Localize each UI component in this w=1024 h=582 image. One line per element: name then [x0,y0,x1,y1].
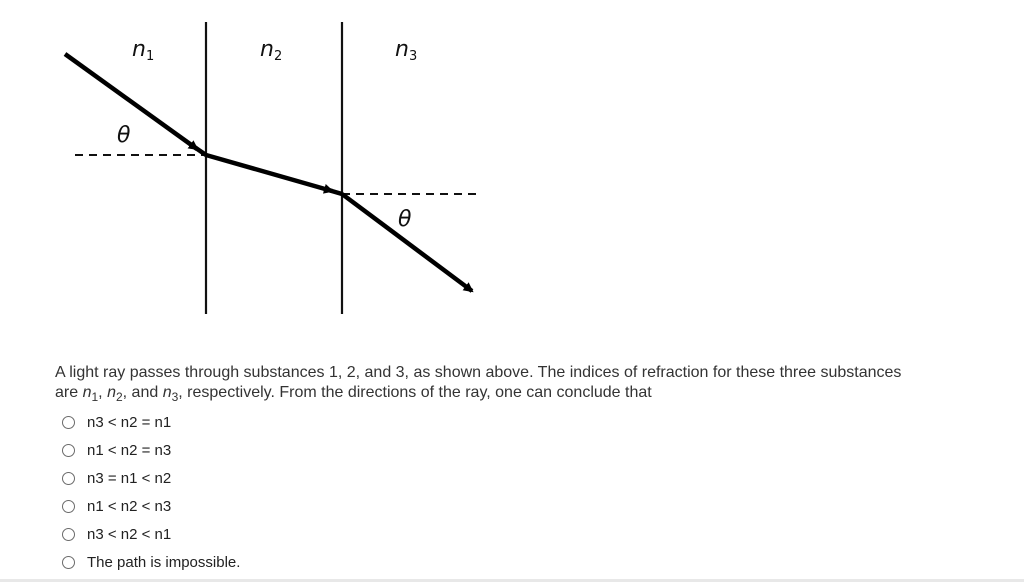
option-label: n3 < n2 = n1 [87,413,172,431]
option-4[interactable] [62,492,240,520]
question-line-2-post: , respectively. From the directions of the ray, one can conclude that [178,384,652,401]
radio-button[interactable] [62,444,75,457]
radio-button[interactable] [62,472,75,485]
option-label: n1 < n2 < n3 [87,497,172,515]
ray-middle [206,155,332,191]
radio-button[interactable] [62,556,75,569]
var-n2: $n_2$ [107,384,123,405]
ray-incident-tail [190,144,206,155]
option-2[interactable] [62,436,240,464]
question-line-2-pre: are [55,384,83,401]
question-line-2 [55,383,995,407]
label-n3: n3 [395,37,418,64]
ray-middle-tail [325,189,342,194]
option-label: n1 < n2 = n3 [87,441,172,459]
question-line-1: A light ray passes through substances 1, 2, and 3, as shown above. The indices of refraction for these three substances [55,364,902,381]
radio-button[interactable] [62,528,75,541]
radio-button[interactable] [62,500,75,513]
answer-options [62,408,240,576]
sep-1: , [98,384,108,401]
option-6[interactable] [62,548,240,576]
option-1[interactable] [62,408,240,436]
label-n1: n1 [132,37,155,64]
sep-2: , and [122,384,163,401]
question-text [55,363,995,407]
option-label: The path is impossible. [87,553,241,571]
option-label: n3 < n2 < n1 [87,525,172,543]
ray-incident [65,54,197,149]
option-3[interactable] [62,464,240,492]
option-5[interactable] [62,520,240,548]
option-label: n3 = n1 < n2 [87,469,172,487]
var-n1: $n_1$ [82,384,99,405]
label-n2: n2 [260,37,283,64]
label-theta-incident: θ [117,123,131,148]
label-theta-refracted: θ [398,207,412,232]
radio-button[interactable] [62,416,75,429]
var-n3: $n_3$ [162,384,179,405]
